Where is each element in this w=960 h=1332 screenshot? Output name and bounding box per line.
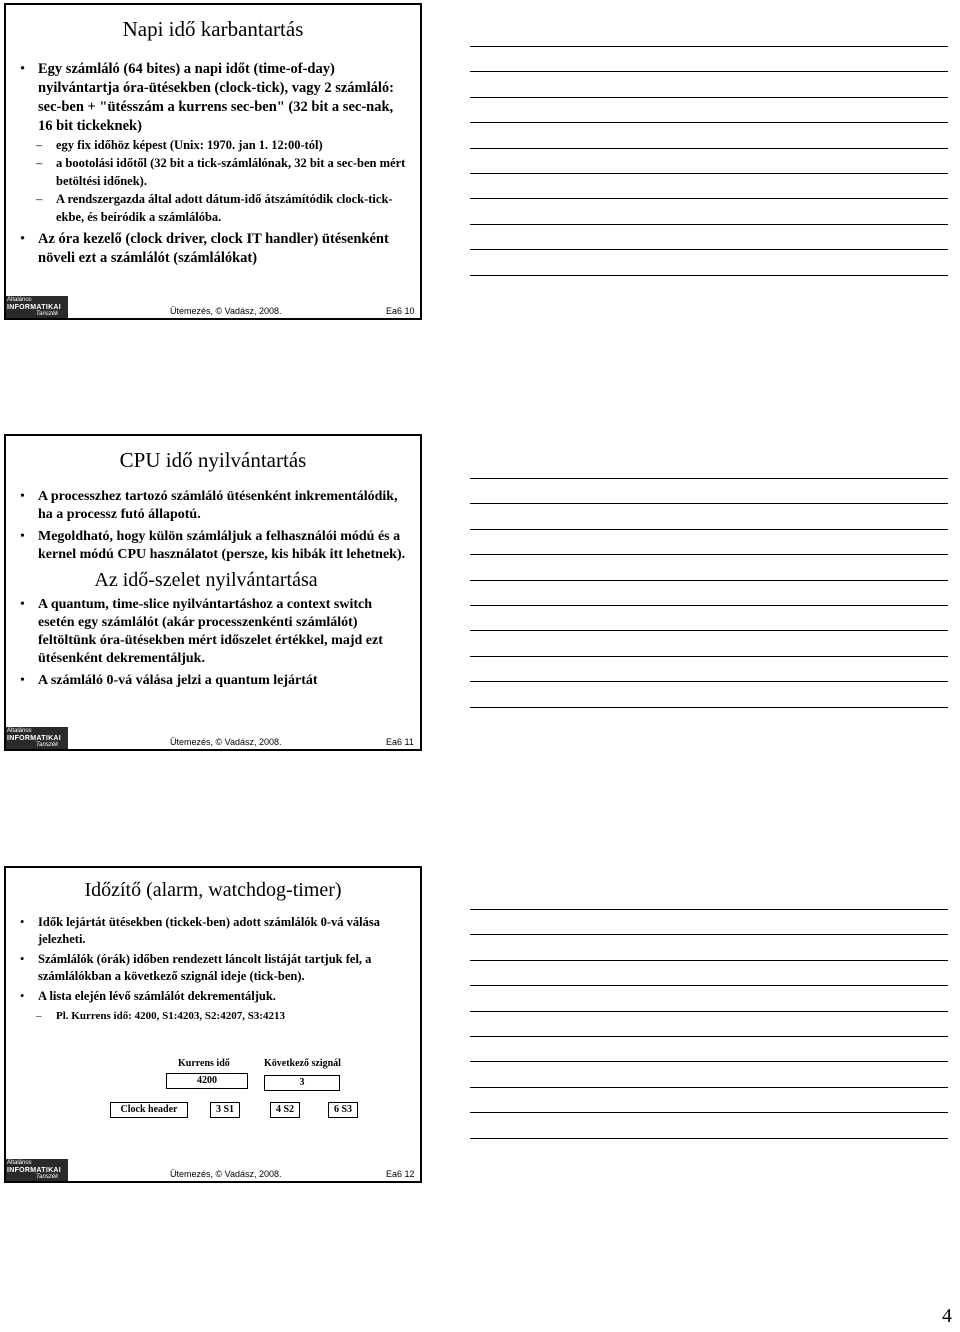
bullet: • Megoldható, hogy külön számláljuk a felhasználói módú és a kernel módú CPU használatot (persze, kis hibák itt lehetnek). [18,528,406,564]
note-line [470,580,948,581]
note-line [470,1087,948,1088]
slide-cpu-ido [4,434,422,751]
current-time-box: 4200 [166,1073,248,1089]
footer-course: Ütemezés, © Vadász, 2008. [170,306,282,316]
bullet: • A számláló 0-vá válása jelzi a quantum lejártát [18,672,406,690]
next-signal-box: 3 [264,1075,340,1091]
footer-slide-number: Ea6 12 [386,1169,415,1179]
note-line [470,909,948,910]
bullet: • A processzhez tartozó számláló ütésenként inkrementálódik, ha a processz futó állapotú. [18,488,406,524]
page-number: 4 [942,1305,952,1327]
note-line [470,173,948,174]
department-logo: Általános INFORMATIKAI Tanszék [6,296,68,318]
bullet: • Számlálók (órák) időben rendezett láncolt listáját tartjuk fel, a számlálókban a következő szignál ideje (tick-ben). [18,951,406,985]
slide-body [18,60,406,268]
note-line [470,97,948,98]
slide-body [18,488,406,694]
note-line [470,503,948,504]
note-line [470,122,948,123]
note-line [470,1112,948,1113]
footer-slide-number: Ea6 11 [386,737,414,747]
sub-bullet: – Pl. Kurrens idő: 4200, S1:4203, S2:4207, S3:4213 [18,1008,406,1024]
slide-body [18,914,406,1026]
slide-title: Napi idő karbantartás [122,17,304,41]
list-node-s1: 3 S1 [210,1102,240,1118]
note-line [470,1036,948,1037]
bullet: • A lista elején lévő számlálót dekrementáljuk. [18,988,406,1005]
note-line [470,46,948,47]
clock-header-box: Clock header [110,1102,188,1118]
current-time-label: Kurrens idő [178,1058,230,1069]
note-line [470,275,948,276]
note-line [470,985,948,986]
slide-napi-ido [4,3,422,320]
timer-list-diagram [6,1058,422,1128]
note-line [470,478,948,479]
note-line [470,1061,948,1062]
footer-course: Ütemezés, © Vadász, 2008. [170,1169,282,1179]
note-line [470,960,948,961]
sub-bullet: – egy fix időhöz képest (Unix: 1970. jan 1. 12:00-tól) [18,136,406,154]
list-node-s3: 6 S3 [328,1102,358,1118]
footer-course: Ütemezés, © Vadász, 2008. [170,737,282,747]
note-line [470,198,948,199]
note-line [470,148,948,149]
slide-title: Időzítő (alarm, watchdog-timer) [84,879,342,901]
note-line [470,656,948,657]
note-line [470,630,948,631]
footer-slide-number: Ea6 10 [386,306,415,316]
bullet: • Az óra kezelő (clock driver, clock IT handler) ütésenként növeli ezt a számlálót (számlálókat) [18,230,406,268]
slide-idozito [4,866,422,1183]
bullet: • A quantum, time-slice nyilvántartáshoz a context switch esetén egy számlálót (akár processzenkénti számlálót) feltöltünk óra-ütésekben mért időszelet értékkel, majd ezt ütésenként dekrementáljuk. [18,596,406,668]
note-line [470,249,948,250]
department-logo: Általános INFORMATIKAI Tanszék [6,1159,68,1181]
note-line [470,224,948,225]
slide-subtitle: Az idő-szelet nyilvántartása [94,569,318,591]
note-line [470,529,948,530]
note-line [470,934,948,935]
bullet: • Egy számláló (64 bites) a napi időt (time-of-day) nyilvántartja óra-ütésekben (clock-tick), vagy 2 számláló: sec-ben + "ütésszám a kurrens sec-ben" (32 bit a sec-nak, 16 bit tickeknek) [18,60,406,136]
note-line [470,554,948,555]
list-node-s2: 4 S2 [270,1102,300,1118]
note-line [470,707,948,708]
note-line [470,1138,948,1139]
bullet: • Idők lejártát ütésekben (tickek-ben) adott számlálók 0-vá válása jelezheti. [18,914,406,948]
note-line [470,681,948,682]
note-line [470,605,948,606]
note-line [470,71,948,72]
slide-title: CPU idő nyilvántartás [119,448,307,472]
next-signal-label: Következő szignál [264,1058,341,1069]
sub-bullet: – a bootolási időtől (32 bit a tick-számlálónak, 32 bit a sec-ben mért betöltési időnek). [18,154,406,190]
department-logo: Általános INFORMATIKAI Tanszék [6,727,68,749]
note-line [470,1011,948,1012]
sub-bullet: – A rendszergazda által adott dátum-idő átszámítódik clock-tick-ekbe, és beíródik a számlálóba. [18,190,406,226]
